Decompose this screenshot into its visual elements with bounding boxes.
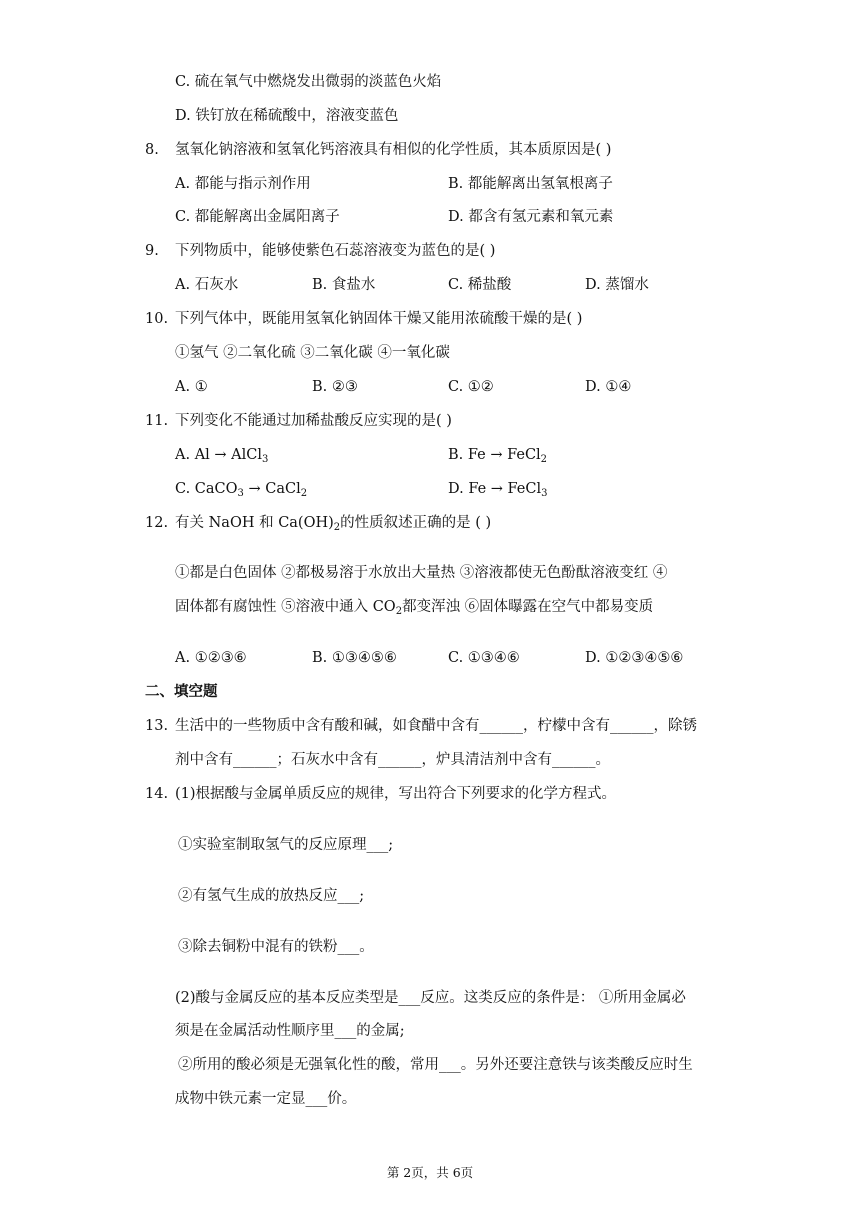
q14-part2-line1: (2)酸与金属反应的基本反应类型是___反应。这类反应的条件是： ①所用金属必 bbox=[175, 990, 686, 1006]
q11-c-subscript-2: 2 bbox=[300, 488, 308, 499]
q10-items: ①氢气 ②二氧化硫 ③二氧化碳 ④一氧化碳 bbox=[175, 345, 450, 361]
q11-b-text: B. Fe → FeCl bbox=[448, 447, 541, 463]
q12-stem bbox=[175, 513, 491, 533]
page-footer: 第 2页，共 6页 bbox=[386, 1165, 474, 1180]
q12-stem-text-2: 的性质叙述正确的是 ( ) bbox=[340, 515, 492, 531]
q8-stem: 氢氧化钠溶液和氢氧化钙溶液具有相似的化学性质，其本质原因是( ) bbox=[175, 142, 612, 158]
q7-option-c: C. 硫在氧气中燃烧发出微弱的淡蓝色火焰 bbox=[175, 74, 442, 90]
q12-line2-text: 固体都有腐蚀性 ⑤溶液中通入 CO bbox=[175, 599, 396, 615]
q12-option-c: C. ①③④⑥ bbox=[448, 650, 520, 666]
q13-line2: 剂中含有______；石灰水中含有______，炉具清洁剂中含有______。 bbox=[175, 752, 610, 768]
q13-line1: 生活中的一些物质中含有酸和碱，如食醋中含有______，柠檬中含有______，除锈 bbox=[175, 718, 697, 734]
q11-option-d bbox=[448, 479, 548, 499]
q10-option-a: A. ① bbox=[175, 379, 208, 395]
q11-c-subscript-1: 3 bbox=[237, 488, 244, 499]
q10-option-d: D. ①④ bbox=[585, 379, 632, 395]
q12-option-a: A. ①②③⑥ bbox=[175, 650, 247, 666]
q12-line2-text-2: 都变浑浊 ⑥固体曝露在空气中都易变质 bbox=[402, 599, 654, 615]
q10-number: 10. bbox=[145, 311, 169, 327]
q10-option-c: C. ①② bbox=[448, 379, 494, 395]
q13-number: 13. bbox=[145, 718, 169, 734]
q9-number: 9. bbox=[145, 243, 159, 259]
q11-c-text: C. CaCO bbox=[175, 481, 238, 497]
q11-a-text: A. Al → AlCl bbox=[175, 447, 263, 463]
q14-number: 14. bbox=[145, 786, 169, 802]
q10-option-b: B. ②③ bbox=[312, 379, 358, 395]
q12-statements-line1: ①都是白色固体 ②都极易溶于水放出大量热 ③溶液都使无色酚酞溶液变红 ④ bbox=[175, 565, 668, 581]
q12-statements-line2 bbox=[175, 597, 653, 617]
q11-number: 11. bbox=[145, 413, 169, 429]
q8-option-b: B. 都能解离出氢氧根离子 bbox=[448, 176, 613, 192]
q12-number: 12. bbox=[145, 515, 169, 531]
q12-option-b: B. ①③④⑤⑥ bbox=[312, 650, 397, 666]
q14-part1-intro: (1)根据酸与金属单质反应的规律，写出符合下列要求的化学方程式。 bbox=[175, 786, 617, 802]
q8-option-d: D. 都含有氢元素和氧元素 bbox=[448, 209, 614, 225]
q11-c-text-2: → CaCl bbox=[243, 481, 301, 497]
q12-stem-text: 有关 NaOH 和 Ca(OH) bbox=[175, 515, 334, 531]
q10-stem: 下列气体中，既能用氢氧化钠固体干燥又能用浓硫酸干燥的是( ) bbox=[175, 311, 583, 327]
q11-option-b bbox=[448, 445, 547, 465]
q9-option-c: C. 稀盐酸 bbox=[448, 277, 512, 293]
q11-d-text: D. Fe → FeCl bbox=[448, 481, 542, 497]
q14-part2-line3: ②所用的酸必须是无强氧化性的酸，常用___。另外还要注意铁与该类酸反应时生 bbox=[178, 1057, 693, 1073]
q8-option-a: A. 都能与指示剂作用 bbox=[175, 176, 311, 192]
q11-b-subscript: 2 bbox=[540, 454, 548, 465]
q14-part2-line2: 须是在金属活动性顺序里___的金属; bbox=[175, 1023, 405, 1039]
q11-option-a bbox=[175, 445, 268, 465]
q11-d-subscript: 3 bbox=[541, 488, 548, 499]
section-heading-fill-in: 二、填空题 bbox=[145, 684, 218, 700]
q12-option-d: D. ①②③④⑤⑥ bbox=[585, 650, 684, 666]
q14-part2-line4: 成物中铁元素一定显___价。 bbox=[175, 1091, 357, 1107]
q8-number: 8. bbox=[145, 142, 159, 158]
q14-sub3: ③除去铜粉中混有的铁粉___。 bbox=[178, 939, 374, 955]
q9-option-b: B. 食盐水 bbox=[312, 277, 376, 293]
q9-option-d: D. 蒸馏水 bbox=[585, 277, 649, 293]
q11-option-c bbox=[175, 479, 307, 499]
q9-option-a: A. 石灰水 bbox=[175, 277, 239, 293]
q12-line2-subscript: 2 bbox=[395, 606, 403, 617]
q14-sub2: ②有氢气生成的放热反应___; bbox=[178, 888, 365, 904]
q14-sub1: ①实验室制取氢气的反应原理___; bbox=[178, 837, 394, 853]
q8-option-c: C. 都能解离出金属阳离子 bbox=[175, 209, 340, 225]
q7-option-d: D. 铁钉放在稀硫酸中，溶液变蓝色 bbox=[175, 108, 399, 124]
q11-a-subscript: 3 bbox=[262, 454, 269, 465]
q9-stem: 下列物质中，能够使紫色石蕊溶液变为蓝色的是( ) bbox=[175, 243, 496, 259]
q12-stem-subscript: 2 bbox=[333, 522, 341, 533]
q11-stem: 下列变化不能通过加稀盐酸反应实现的是( ) bbox=[175, 413, 452, 429]
